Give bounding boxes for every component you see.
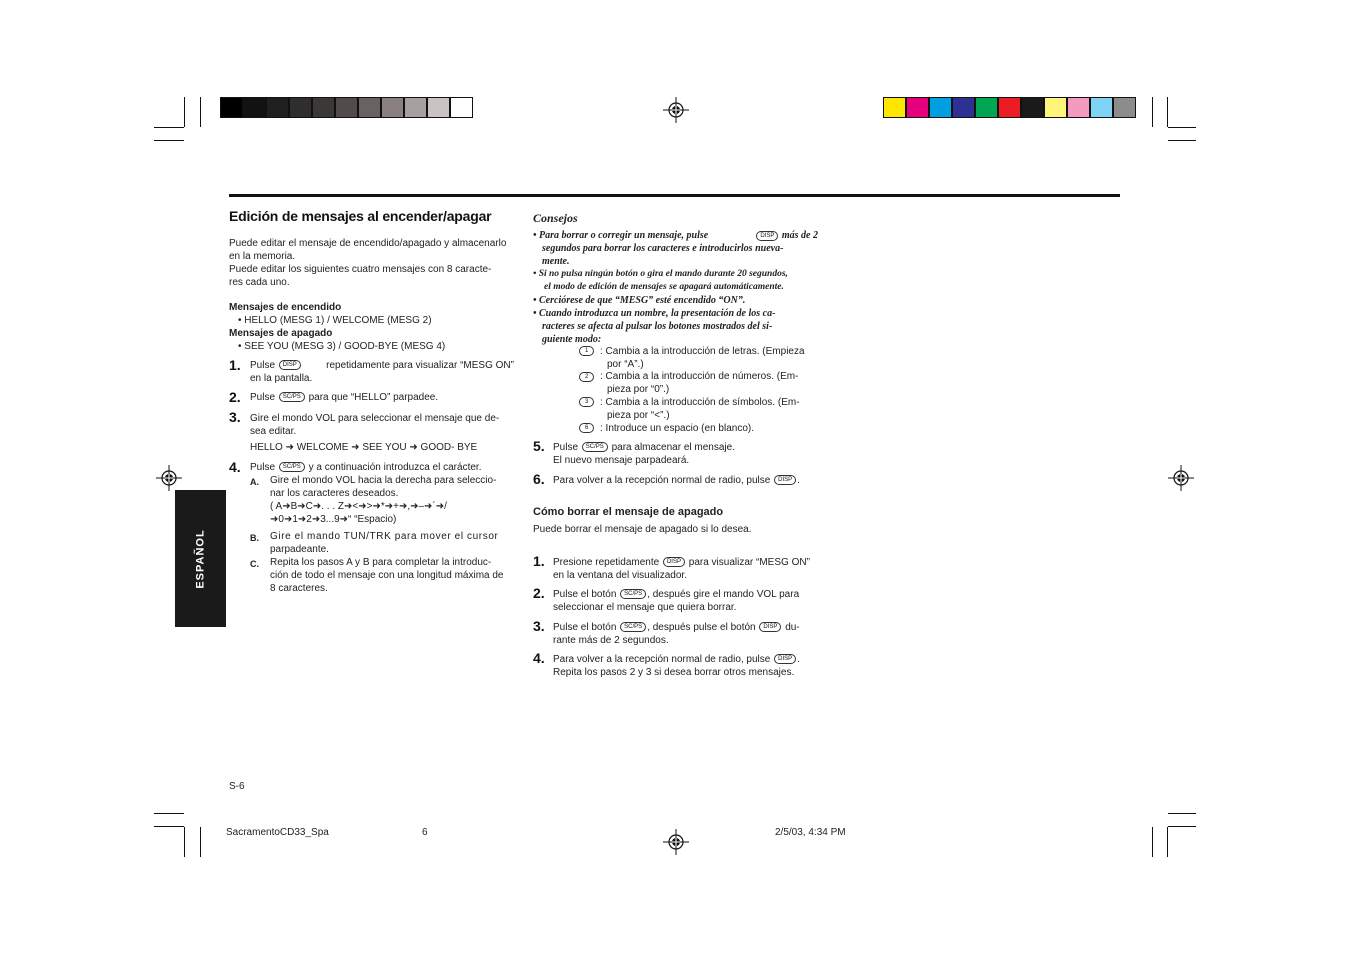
key-1-icon <box>578 345 595 358</box>
step-number: 1. <box>533 553 545 569</box>
calibration-swatch <box>266 97 289 118</box>
calibration-swatch <box>975 97 998 118</box>
intro-line: Puede editar los siguientes cuatro mensajes con 8 caracte- <box>229 264 492 275</box>
erase-section-title: Cómo borrar el mensaje de apagado <box>533 506 724 518</box>
message-sequence: HELLO ➜ WELCOME ➜ SEE YOU ➜ GOOD- BYE <box>250 442 478 453</box>
step-text: sea editar. <box>250 426 297 437</box>
intro-line: en la memoria. <box>229 251 296 262</box>
calibration-swatch <box>929 97 952 118</box>
substep-text: parpadeante. <box>270 544 329 555</box>
tip-text: • Si no pulsa ningún botón o gira el mando durante 20 segundos, <box>533 269 788 279</box>
calibration-swatch <box>220 97 243 118</box>
substep-label: B. <box>250 533 259 543</box>
substep-b <box>270 530 515 556</box>
registration-mark-icon <box>663 829 689 855</box>
step-number: 4. <box>533 650 545 666</box>
step-text: seleccionar el mensaje que quiera borrar. <box>553 602 737 613</box>
step-5 <box>553 441 818 467</box>
calibration-swatch <box>450 97 473 118</box>
key-3-description <box>600 396 818 422</box>
disp-button-icon: DISP <box>774 475 796 485</box>
message-list <box>229 301 445 353</box>
step-text: Presione repetidamente <box>553 557 660 568</box>
calibration-swatch <box>404 97 427 118</box>
step-text: Pulse <box>553 442 579 453</box>
step-number: 4. <box>229 459 241 475</box>
step-text: , después gire el mando VOL para <box>647 589 800 600</box>
calibration-swatch <box>1021 97 1044 118</box>
scps-button-icon: SC/PS <box>620 622 646 632</box>
tip-text: racteres se afecta al pulsar los botones mostrados del si- <box>542 321 773 332</box>
calibration-swatch <box>998 97 1021 118</box>
step-4 <box>250 461 514 474</box>
step-1 <box>250 359 514 385</box>
page-title: Edición de mensajes al encender/apagar <box>229 208 492 224</box>
key-2-icon: 2 <box>579 372 594 382</box>
intro-text <box>229 237 506 289</box>
calibration-swatch <box>1044 97 1067 118</box>
step-text: . <box>797 475 800 486</box>
calibration-swatch <box>289 97 312 118</box>
tip-text: • Cuando introduzca un nombre, la presentación de los ca- <box>533 308 776 319</box>
step-number: 3. <box>533 618 545 634</box>
registration-mark-icon <box>1168 465 1194 491</box>
calibration-swatch <box>1067 97 1090 118</box>
calibration-swatch <box>427 97 450 118</box>
step-6 <box>553 474 818 487</box>
step-text: para visualizar “MESG ON” <box>688 557 810 568</box>
page-label: S-6 <box>229 781 245 792</box>
step-text: en la ventana del visualizador. <box>553 570 687 581</box>
registration-mark-icon <box>156 465 182 491</box>
key-3-icon: 3 <box>579 397 594 407</box>
substep-a <box>270 474 515 526</box>
substep-text: 8 caracteres. <box>270 583 328 594</box>
substep-text: Repita los pasos A y B para completar la introduc- <box>270 557 492 568</box>
step-number: 5. <box>533 438 545 454</box>
calibration-swatch <box>1090 97 1113 118</box>
substep-text: nar los caracteres deseados. <box>270 488 399 499</box>
key-1-icon: 1 <box>579 346 594 356</box>
calibration-swatch <box>883 97 906 118</box>
scps-button-icon: SC/PS <box>279 392 305 402</box>
disp-button-icon: DISP <box>663 557 685 567</box>
step-number: 1. <box>229 357 241 373</box>
step-text: Gire el mondo VOL para seleccionar el mensaje que de- <box>250 413 500 424</box>
key-6-description <box>600 422 818 435</box>
footer-filename: SacramentoCD33_Spa <box>226 827 329 838</box>
disp-button-icon: DISP <box>774 654 796 664</box>
key-3-icon <box>578 396 595 409</box>
calibration-swatch <box>906 97 929 118</box>
tip-text: el modo de edición de mensajes se apagará automáticamente. <box>544 282 784 292</box>
calibration-swatch <box>243 97 266 118</box>
key-2-description <box>600 370 818 396</box>
calibration-swatch <box>1113 97 1136 118</box>
footer-timestamp: 2/5/03, 4:34 PM <box>775 827 846 838</box>
disp-button-icon: DISP <box>756 231 778 241</box>
calibration-swatch <box>952 97 975 118</box>
tip-text: • Para borrar o corregir un mensaje, pulse <box>533 230 709 241</box>
key-text: : Introduce un espacio (en blanco). <box>600 423 754 434</box>
step-text: . <box>797 654 800 665</box>
substep-c <box>270 556 515 595</box>
step-text: y a continuación introduzca el carácter. <box>308 462 482 473</box>
intro-line: Puede editar el mensaje de encendido/apagado y almacenarlo <box>229 238 507 249</box>
disp-button-icon: DISP <box>279 360 301 370</box>
step-2 <box>250 391 514 404</box>
step-text: Pulse <box>250 360 276 371</box>
key-6-icon <box>578 422 595 435</box>
step-text: Para volver a la recepción normal de radio, pulse <box>553 654 771 665</box>
tip-text: segundos para borrar los caracteres e introducirlos nueva- <box>542 243 784 254</box>
key-text: pieza por “0”.) <box>607 384 670 395</box>
calibration-swatch <box>335 97 358 118</box>
calibration-swatch <box>381 97 404 118</box>
step-text: Pulse el botón <box>553 622 617 633</box>
erase-step-1 <box>553 556 818 582</box>
power-on-heading: Mensajes de encendido <box>229 302 342 313</box>
key-text: : Cambia a la introducción de símbolos. (Em- <box>600 397 800 408</box>
disp-button-icon: DISP <box>759 622 781 632</box>
tips-title: Consejos <box>533 211 578 225</box>
header-rule <box>229 194 1120 197</box>
calibration-swatch <box>312 97 335 118</box>
step-text: , después pulse el botón <box>647 622 756 633</box>
scps-button-icon: SC/PS <box>279 462 305 472</box>
substep-text: Gire el mondo VOL hacia la derecha para seleccio- <box>270 475 497 486</box>
step-text: Pulse el botón <box>553 589 617 600</box>
scps-button-icon: SC/PS <box>582 442 608 452</box>
footer-page-number: 6 <box>422 827 428 838</box>
key-text: pieza por “<”.) <box>607 410 670 421</box>
substep-text: ción de todo el mensaje con una longitud máxima de <box>270 570 504 581</box>
step-number: 2. <box>229 389 241 405</box>
step-text: Para volver a la recepción normal de radio, pulse <box>553 475 771 486</box>
erase-step-4 <box>553 653 823 679</box>
tips-list <box>533 229 818 346</box>
erase-intro: Puede borrar el mensaje de apagado si lo desea. <box>533 524 752 535</box>
language-label: ESPAÑOL <box>194 528 206 589</box>
key-6-icon: 6 <box>579 423 594 433</box>
step-text: en la pantalla. <box>250 373 313 384</box>
step-text: para que “HELLO” parpadee. <box>308 392 439 403</box>
registration-mark-icon <box>663 97 689 123</box>
substep-label: A. <box>250 477 259 487</box>
key-text: por “A”.) <box>607 359 644 370</box>
substep-text: ➜0➜1➜2➜3...9➜“ “Espacio) <box>270 514 397 525</box>
step-text: rante más de 2 segundos. <box>553 635 669 646</box>
erase-step-2 <box>553 588 818 614</box>
step-text: El nuevo mensaje parpadeará. <box>553 455 690 466</box>
substep-text: Gire el mando TUN/TRK para mover el cursor <box>270 531 499 542</box>
power-off-item: • SEE YOU (MESG 3) / GOOD-BYE (MESG 4) <box>238 341 446 352</box>
step-number: 6. <box>533 471 545 487</box>
power-on-item: • HELLO (MESG 1) / WELCOME (MESG 2) <box>238 315 432 326</box>
key-2-icon <box>578 371 595 384</box>
tip-text: • Cerciórese de que “MESG” esté encendido “ON”. <box>533 295 746 306</box>
power-off-heading: Mensajes de apagado <box>229 328 333 339</box>
step-text: para almacenar el mensaje. <box>611 442 735 453</box>
step-number: 2. <box>533 585 545 601</box>
substep-text: ( A➜B➜C➜. . . Z➜<➜>➜*➜+➜,➜–➜´➜/ <box>270 501 447 512</box>
key-1-description <box>600 345 818 371</box>
step-number: 3. <box>229 409 241 425</box>
step-text: repetidamente para visualizar “MESG ON” <box>326 360 514 371</box>
step-text: Repita los pasos 2 y 3 si desea borrar otros mensajes. <box>553 667 795 678</box>
step-text: du- <box>785 622 800 633</box>
key-text: : Cambia a la introducción de números. (Em- <box>600 371 799 382</box>
calibration-swatch <box>358 97 381 118</box>
step-text: Pulse <box>250 462 276 473</box>
tip-text: más de 2 <box>781 230 818 241</box>
tip-text: guiente modo: <box>542 334 602 345</box>
step-text: Pulse <box>250 392 276 403</box>
key-text: : Cambia a la introducción de letras. (Empieza <box>600 346 805 357</box>
erase-step-3 <box>553 621 818 647</box>
tip-text: mente. <box>542 256 570 267</box>
substep-label: C. <box>250 559 259 569</box>
language-side-tab <box>175 490 226 627</box>
scps-button-icon: SC/PS <box>620 589 646 599</box>
step-3 <box>250 412 514 454</box>
intro-line: res cada uno. <box>229 277 290 288</box>
